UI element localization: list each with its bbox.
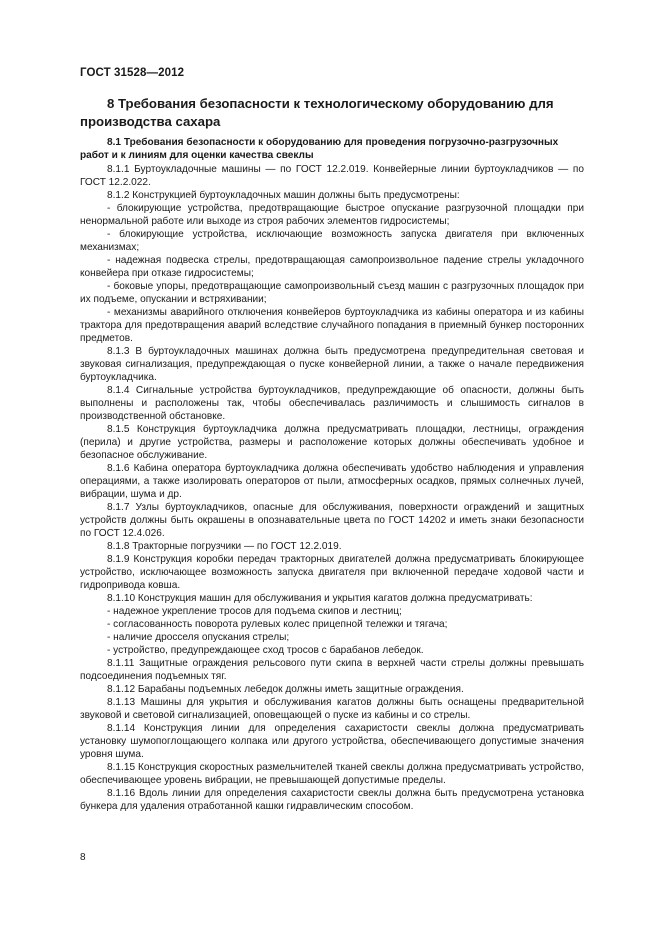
paragraph-8-1-7: 8.1.7 Узлы буртоукладчиков, опасные для обслуживания, поверхности ограждений и защитных устройств должны быть окрашены в опознавательные цвета по ГОСТ 14202 и иметь знаки безопасности по ГОСТ 12.4.026.: [80, 502, 584, 540]
list-item: - согласованность поворота рулевых колес прицепной тележки и тягача;: [107, 619, 448, 631]
paragraph-8-1-1: 8.1.1 Буртоукладочные машины — по ГОСТ 12.2.019. Конвейерные линии буртоукладчиков — по ГОСТ 12.2.022.: [80, 164, 584, 189]
paragraph-8-1-14: 8.1.14 Конструкция линии для определения сахаристости свеклы должна предусматривать установку шумопоглощающего колпака или другого устройства, обеспечивающего допустимые значения уровня шума.: [80, 723, 584, 761]
section-heading: 8 Требования безопасности к технологическому оборудованию для производства сахара: [80, 96, 554, 129]
paragraph-8-1-12: 8.1.12 Барабаны подъемных лебедок должны иметь защитные ограждения.: [107, 684, 464, 696]
paragraph-8-1-13: 8.1.13 Машины для укрытия и обслуживания кагатов должны быть оснащены предварительной звуковой и световой сигнализацией, оповещающей о пуске из кабины и со стрелы.: [80, 697, 584, 722]
list-item: - надежное укрепление тросов для подъема скипов и лестниц;: [107, 606, 402, 618]
list-item: - надежная подвеска стрелы, предотвращающая самопроизвольное падение стрелы укладочного конвейера при отказе гидросистемы;: [80, 255, 584, 280]
list-item: - боковые упоры, предотвращающие самопроизвольный съезд машин с разгрузочных площадок при их подъеме, опускании и встряхивании;: [80, 281, 584, 306]
list-item: - устройство, предупреждающее сход тросов с барабанов лебедок.: [107, 645, 424, 657]
paragraph-8-1-11: 8.1.11 Защитные ограждения рельсового пути скипа в верхней части стрелы должны превышать подсоединения подъемных тяг.: [80, 658, 584, 683]
list-item: - наличие дросселя опускания стрелы;: [107, 632, 290, 644]
list-item: - блокирующие устройства, предотвращающие быстрое опускание разгрузочной площадки при ненормальной работе или выходе из строя рабочих элементов гидросистемы;: [80, 203, 584, 228]
paragraph-8-1-8: 8.1.8 Тракторные погрузчики — по ГОСТ 12.2.019.: [107, 541, 342, 553]
paragraph-8-1-10: 8.1.10 Конструкция машин для обслуживания и укрытия кагатов должна предусматривать:: [107, 593, 533, 605]
list-item: - блокирующие устройства, исключающие возможность запуска двигателя при включенных механизмах;: [80, 229, 584, 254]
paragraph-8-1-9: 8.1.9 Конструкция коробки передач тракторных двигателей должна предусматривать блокирующее устройство, исключающее возможность запуска двигателя при включенной передаче ходовой части и гидропривода ковша.: [80, 554, 584, 592]
document-standard-id: ГОСТ 31528—2012: [80, 67, 185, 79]
paragraph-8-1-2: 8.1.2 Конструкцией буртоукладочных машин должны быть предусмотрены:: [107, 190, 460, 202]
document-body: [80, 136, 584, 813]
paragraph-8-1-15: 8.1.15 Конструкция скоростных размельчителей тканей свеклы должна предусматривать устройство, обеспечивающее уровень вибрации, не превышающей допустимые пределы.: [80, 762, 584, 787]
subsection-heading: 8.1 Требования безопасности к оборудованию для проведения погрузочно-разгрузочных работ и к линиям для оценки качества свеклы: [80, 137, 559, 162]
list-item: - механизмы аварийного отключения конвейеров буртоукладчика из кабины оператора и из кабины трактора для предотвращения аварий вследствие случайного попадания в приемный бункер посторонних предметов.: [80, 307, 584, 345]
paragraph-8-1-3: 8.1.3 В буртоукладочных машинах должна быть предусмотрена предупредительная световая и звуковая сигнализация, предупреждающая о пуске конвейерной линии, а также о начале передвижения буртоукладчика.: [80, 346, 584, 384]
paragraph-8-1-4: 8.1.4 Сигнальные устройства буртоукладчиков, предупреждающие об опасности, должны быть выполнены и расположены так, чтобы обеспечивалась различимость и слышимость сигналов в производственной обстановке.: [80, 385, 584, 423]
page-number: 8: [80, 852, 86, 863]
paragraph-8-1-6: 8.1.6 Кабина оператора буртоукладчика должна обеспечивать удобство наблюдения и управления операциями, а также изолировать операторов от пыли, атмосферных осадков, прямых солнечных лучей, вибрации, шума и др.: [80, 463, 584, 501]
paragraph-8-1-16: 8.1.16 Вдоль линии для определения сахаристости свеклы должна быть предусмотрена установка бункера для удаления отработанной кашки гидравлическим способом.: [80, 788, 584, 813]
paragraph-8-1-5: 8.1.5 Конструкция буртоукладчика должна предусматривать площадки, лестницы, ограждения (перила) и другие устройства, размеры и расположение которых должны обеспечивать удобное и безопасное обслуживание.: [80, 424, 584, 462]
